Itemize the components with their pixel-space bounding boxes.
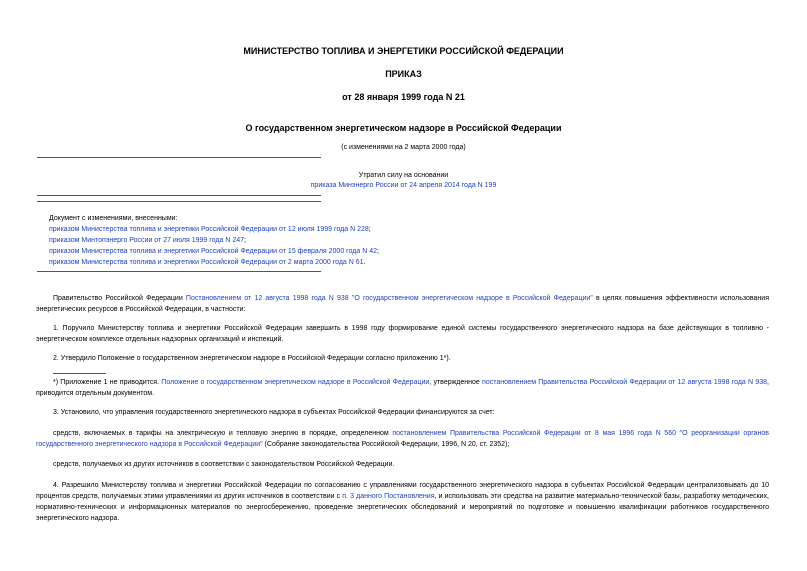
amendments-note: (с изменениями на 2 марта 2000 года) bbox=[341, 144, 466, 151]
amendment-link-3[interactable]: приказом Министерства топлива и энергетики Российской Федерации от 15 февраля 2000 года N 42 bbox=[49, 248, 378, 255]
amendment-link-4[interactable]: приказом Министерства топлива и энергетики Российской Федерации от 2 марта 2000 года N 61 bbox=[49, 259, 364, 266]
regulation-link[interactable]: Положение о государственном энергетическом надзоре в Российской Федерации bbox=[161, 379, 430, 386]
divider-2 bbox=[37, 195, 321, 196]
paragraph-intro: Правительство Российской Федерации Постановлением от 12 августа 1998 года N 938 "О государственном энергетическом надзоре в Российской Федерации" в целях повышения эффективности использования энергетических ресурсов в Российской Федерации, в частности: bbox=[36, 295, 769, 313]
paragraph-3: 3. Установило, что управления государственного энергетического надзора в субъектах Российской Федерации финансируются за счет: bbox=[53, 409, 495, 416]
list-item: приказом Министерства топлива и энергетики Российской Федерации от 15 февраля 2000 года N 42; bbox=[49, 248, 379, 255]
decree-938-link[interactable]: Постановлением от 12 августа 1998 года N 938 "О государственном энергетическом надзоре в Российской Федерации" bbox=[185, 295, 593, 302]
amendment-link-1[interactable]: приказом Министерства топлива и энергетики Российской Федерации от 12 июля 1999 года N 228 bbox=[49, 226, 369, 233]
footnote-divider bbox=[53, 373, 106, 374]
list-item: приказом Минтопэнерго России от 27 июля 1999 года N 247; bbox=[49, 237, 246, 244]
doc-type-heading: ПРИКАЗ bbox=[385, 69, 422, 79]
paragraph-4: 4. Разрешило Министерству топлива и энергетики Российской Федерации по согласованию с управлениями государственного энергетического надзора в субъектах Российской Федерации централизовывать до 10 процентов средств, получаемых этими управлениями из других источников в соответствии с п. 3 данного Постановления, и использовать эти средства на развитие материально-технической базы, разработку методических, нормативно-технических и информационных материалов по энергосбережению, проведение энергетических обследований и мероприятий по подготовке и повышению квалификации работников государственного энергетического надзора. bbox=[36, 482, 770, 522]
paragraph-2: 2. Утвердило Положение о государственном энергетическом надзоре в Российской Федерации согласно приложению 1*). bbox=[53, 355, 451, 362]
paragraph-1: 1. Поручило Министерству топлива и энергетики Российской Федерации завершить в 1998 году формирование единой системы государственного энергетического надзора на базе действующих в топливно - энергетическом комплексе отдельных надзорных организаций и инспекций. bbox=[36, 325, 769, 343]
government-decree-938-link[interactable]: постановлением Правительства Российской Федерации от 12 августа 1998 года N 938 bbox=[482, 379, 768, 386]
list-item: приказом Министерства топлива и энергетики Российской Федерации от 12 июля 1999 года N 228; bbox=[49, 226, 371, 233]
footnote: *) Приложение 1 не приводится. Положение о государственном энергетическом надзоре в Российской Федерации, утвержденное постановлением Правительства Российской Федерации от 12 августа 1998 года N 938, приводится отдельным документом. bbox=[36, 379, 769, 397]
lost-force-text: Утратил силу на основании bbox=[358, 172, 449, 179]
paragraph-funding-1: средств, включаемых в тарифы на электрическую и тепловую энергию в порядке, определенном постановлением Правительства Российской Федерации от 8 мая 1996 года N 560 "О реорганизации органов государственного энергетического надзора в Российской Федерации" (Собрание законодательства Российской Федерации, 1996, N 20, ст. 2352); bbox=[36, 430, 769, 448]
amended-by-heading: Документ с изменениями, внесенными: bbox=[49, 215, 178, 222]
ministry-heading: МИНИСТЕРСТВО ТОПЛИВА И ЭНЕРГЕТИКИ РОССИЙСКОЙ ФЕДЕРАЦИИ bbox=[243, 46, 564, 56]
divider-3 bbox=[37, 201, 321, 202]
lost-force-link[interactable]: приказа Минэнерго России от 24 апреля 2014 года N 199 bbox=[310, 182, 497, 189]
decree-560-link[interactable]: постановлением Правительства Российской Федерации от 8 мая 1996 года N 560 "О реорганизации органов государственного энергетического надзора в Российской Федерации" bbox=[36, 430, 769, 448]
date-number-heading: от 28 января 1999 года N 21 bbox=[342, 92, 465, 102]
document-title: О государственном энергетическом надзоре в Российской Федерации bbox=[245, 123, 562, 133]
clause-3-link[interactable]: п. 3 данного Постановления bbox=[342, 493, 435, 500]
divider-4 bbox=[37, 271, 321, 272]
amendment-link-2[interactable]: приказом Минтопэнерго России от 27 июля 1999 года N 247 bbox=[49, 237, 245, 244]
list-item: приказом Министерства топлива и энергетики Российской Федерации от 2 марта 2000 года N 61. bbox=[49, 259, 366, 266]
paragraph-funding-2: средств, получаемых из других источников в соответствии с законодательством Российской Федерации. bbox=[53, 461, 395, 468]
divider-1 bbox=[37, 157, 321, 158]
